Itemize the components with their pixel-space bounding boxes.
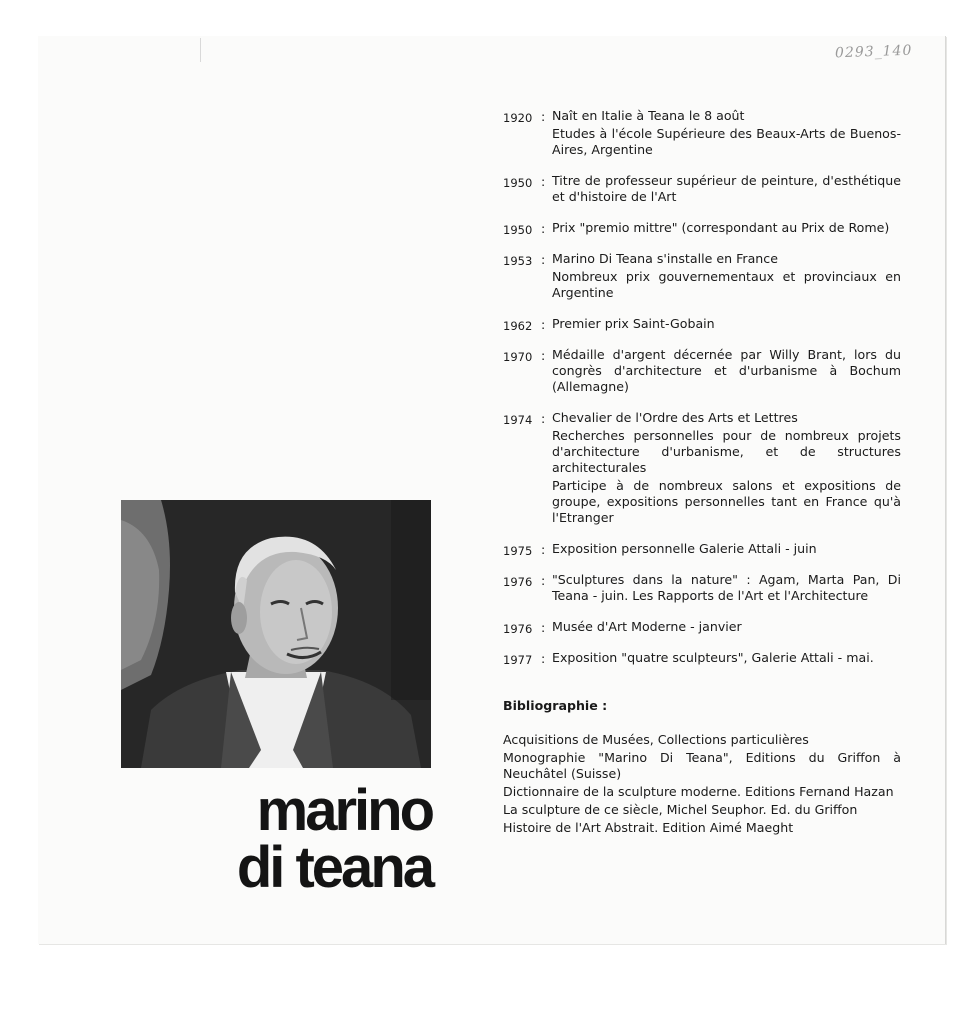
entry-separator: : <box>541 651 546 666</box>
entry-year: 1920 <box>503 111 533 125</box>
entry-text: Naît en Italie à Teana le 8 août <box>552 108 745 123</box>
bibliography-item: Histoire de l'Art Abstrait. Edition Aimé Maeght <box>503 820 794 835</box>
entry-text: "Sculptures dans la nature" : Agam, Marta Pan, Di Teana - juin. Les Rapports de l'Art et l'Architecture <box>552 572 901 603</box>
entry-separator: : <box>541 542 546 557</box>
archive-note: 0293_140 <box>834 42 913 62</box>
entry-year: 1950 <box>503 176 533 190</box>
entry-text: Recherches personnelles pour de nombreux projets d'architecture d'urbanisme, et de structures architecturales <box>552 428 901 475</box>
entry-separator: : <box>541 573 546 588</box>
artist-title <box>150 778 432 900</box>
entry-text-group <box>552 650 901 668</box>
entry-text: Premier prix Saint-Gobain <box>552 316 715 331</box>
entry-text-group <box>552 173 901 207</box>
entry-year: 1962 <box>503 319 533 333</box>
entry-year: 1950 <box>503 223 533 237</box>
biography-entry <box>503 220 901 238</box>
entry-separator: : <box>541 317 546 332</box>
bibliography-list <box>503 732 901 836</box>
bibliography-item: Acquisitions de Musées, Collections particulières <box>503 732 809 747</box>
entry-separator: : <box>541 411 546 426</box>
biography-entry <box>503 316 901 334</box>
biography-entry <box>503 619 901 637</box>
entry-text-group <box>552 619 901 637</box>
biography-entry <box>503 347 901 397</box>
entry-text-group <box>552 541 901 559</box>
entry-text: Chevalier de l'Ordre des Arts et Lettres <box>552 410 798 425</box>
entry-text: Médaille d'argent décernée par Willy Brant, lors du congrès d'architecture et d'urbanisme à Bochum (Allemagne) <box>552 347 901 394</box>
entry-year: 1970 <box>503 350 533 364</box>
entry-separator: : <box>541 348 546 363</box>
entry-text-group <box>552 347 901 397</box>
entry-text: Prix "premio mittre" (correspondant au Prix de Rome) <box>552 220 890 235</box>
fold-line <box>200 38 201 62</box>
entry-text-group <box>552 251 901 303</box>
biography-entry <box>503 541 901 559</box>
entry-year: 1976 <box>503 622 533 636</box>
biography-column <box>503 108 901 838</box>
title-line-2: di teana <box>236 835 432 900</box>
biography-entry <box>503 650 901 668</box>
biography-entry <box>503 410 901 528</box>
bibliography-item: Monographie "Marino Di Teana", Editions du Griffon à Neuchâtel (Suisse) <box>503 750 901 781</box>
entry-separator: : <box>541 221 546 236</box>
entry-text: Musée d'Art Moderne - janvier <box>552 619 742 634</box>
biography-entry <box>503 251 901 303</box>
entry-year: 1977 <box>503 653 533 667</box>
biography-list <box>503 108 901 668</box>
entry-text-group <box>552 572 901 606</box>
entry-text: Nombreux prix gouvernementaux et provinciaux en Argentine <box>552 269 901 300</box>
portrait-photo <box>121 500 431 768</box>
entry-text-group <box>552 108 901 160</box>
entry-text-group <box>552 410 901 528</box>
entry-text: Titre de professeur supérieur de peinture, d'esthétique et d'histoire de l'Art <box>552 173 901 204</box>
entry-year: 1975 <box>503 544 533 558</box>
entry-year: 1953 <box>503 254 533 268</box>
biography-entry <box>503 173 901 207</box>
entry-separator: : <box>541 252 546 267</box>
entry-year: 1976 <box>503 575 533 589</box>
entry-text: Exposition personnelle Galerie Attali - juin <box>552 541 817 556</box>
entry-text: Exposition "quatre sculpteurs", Galerie Attali - mai. <box>552 650 874 665</box>
entry-text: Participe à de nombreux salons et expositions de groupe, expositions personnelles tant en France qu'à l'Etranger <box>552 478 901 525</box>
bibliography-heading: Bibliographie : <box>503 698 608 713</box>
biography-entry <box>503 108 901 160</box>
entry-text-group <box>552 316 901 334</box>
title-line-1: marino <box>256 778 432 843</box>
entry-separator: : <box>541 109 546 124</box>
bibliography-item: Dictionnaire de la sculpture moderne. Editions Fernand Hazan <box>503 784 894 799</box>
bibliography-item: La sculpture de ce siècle, Michel Seuphor. Ed. du Griffon <box>503 802 858 817</box>
entry-text-group <box>552 220 901 238</box>
entry-year: 1974 <box>503 413 533 427</box>
entry-text: Marino Di Teana s'installe en France <box>552 251 778 266</box>
entry-separator: : <box>541 174 546 189</box>
entry-text: Etudes à l'école Supérieure des Beaux-Arts de Buenos-Aires, Argentine <box>552 126 901 157</box>
entry-separator: : <box>541 620 546 635</box>
biography-entry <box>503 572 901 606</box>
